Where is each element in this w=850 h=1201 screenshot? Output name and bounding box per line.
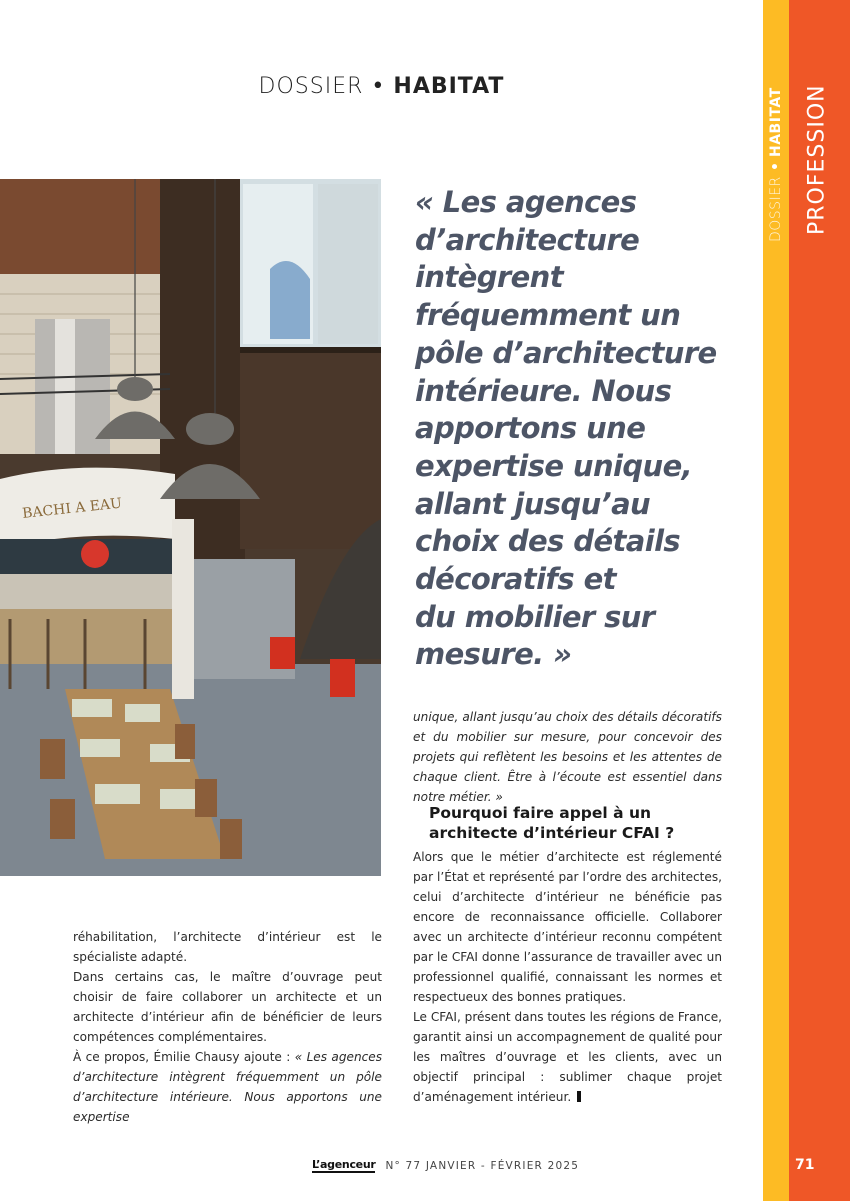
photo-sign-text: BACHI A EAU [21,495,123,522]
pull-quote-line: « Les agences [415,185,637,219]
pull-quote-line: fréquemment un [415,298,681,333]
pull-quote-line: pôle d’architecture [415,335,717,370]
pull-quote-line: expertise unique, [415,448,693,483]
quote-intro: À ce propos, Émilie Chausy ajoute : [73,1050,295,1064]
right-column-body [413,847,722,1107]
body-paragraph-final [413,1007,722,1107]
pull-quote-line: d’architecture [415,222,640,257]
body-paragraph: Alors que le métier d’architecte est réglementé par l’État et représenté par l’ordre des architectes, celui d’architecte d’intérieur ne bénéficie pas encore de reconnaissance officielle. Collaborer avec un architecte d’intérieur reconnu compétent par le CFAI donne l’assurance de travailler avec un professionnel qualifié, connaissant les normes et respectueux des bonnes pratiques. [413,850,722,1004]
pull-quote-line: allant jusqu’au [415,486,651,521]
pull-quote-line: mesure. » [415,637,572,672]
body-paragraph-final-text: Le CFAI, présent dans toutes les régions de France, garantit ainsi un accompagnement de qualité pour les maîtres d’ouvrage et les clients, avec un objectif principal : sublimer chaque projet d’aménagement intérieur. [413,1010,722,1104]
body-paragraph: réhabilitation, l’architecte d’intérieur est le spécialiste adapté. [73,930,382,964]
pull-quote-line: apportons une [415,411,646,446]
magazine-logo: L’agenceur [312,1158,376,1171]
side-tab-dossier: DOSSIER [768,176,784,242]
pull-quote-line: intègrent [415,260,563,295]
quote-continuation-text: unique, allant jusqu’au choix des détails décoratifs et du mobilier sur mesure, pour concevoir des projets qui reflètent les besoins et les attentes de chaque client. Être à l’écoute est essentiel dans notre métier. » [413,710,722,804]
quote-start: « Les agences d’architecture intègrent fréquemment un pôle d’architecture intérieure. Nous apportons une expertise [73,1050,383,1124]
section-subheading: Pourquoi faire appel à un architecte d’intérieur CFAI ? [429,804,675,842]
end-of-article-mark-icon [577,1091,581,1102]
side-tab-separator: • [768,161,784,172]
pull-quote-line: choix des détails [415,524,681,559]
section-header-habitat: HABITAT [393,74,505,99]
side-tab-habitat: HABITAT [768,87,784,157]
section-header [0,74,763,99]
issue-info: N° 77 JANVIER - FÉVRIER 2025 [385,1160,580,1172]
side-tab-dossier-habitat [766,82,786,242]
page-number: 71 [795,1157,815,1173]
pull-quote-line: intérieure. Nous [415,373,672,408]
left-column-body [73,927,382,1127]
restaurant-interior-photo [0,179,381,876]
pull-quote-line: du mobilier sur [415,599,655,634]
quote-continuation [413,707,722,807]
body-paragraph-quote [73,1047,382,1127]
section-header-dossier: DOSSIER [258,74,364,99]
side-tab-profession: PROFESSION [804,84,830,235]
body-paragraph: Dans certains cas, le maître d’ouvrage peut choisir de faire collaborer un architecte et un architecte d’intérieur afin de bénéficier de leurs compétences complémentaires. [73,970,382,1044]
page-footer [312,1159,579,1173]
photo-illustration [0,179,381,876]
pull-quote-line: décoratifs et [415,562,616,597]
section-header-separator: • [371,74,386,99]
pull-quote [415,184,745,674]
